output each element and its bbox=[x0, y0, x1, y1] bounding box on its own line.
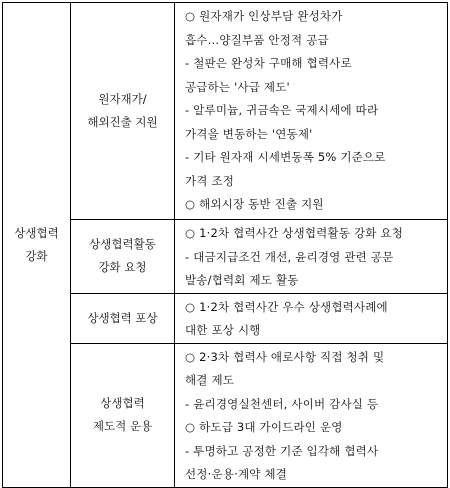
subcategory-cell bbox=[71, 220, 175, 294]
category-label: 강화 bbox=[25, 248, 48, 263]
subcategory-label: 상생협력 bbox=[100, 396, 145, 410]
detail-line: 흡수…양질부품 안정적 공급 bbox=[185, 32, 329, 47]
detail-line: - 알루미늄, 귀금속은 국제시세에 따라 bbox=[185, 103, 379, 117]
subcategory-cell bbox=[71, 3, 175, 220]
detail-line: 가격을 변동하는 '연동제' bbox=[185, 126, 313, 141]
detail-line: ○ 2·3차 협력사 애로사항 직접 청취 및 bbox=[185, 349, 385, 364]
subcategory-label: 제도적 운용 bbox=[92, 419, 153, 433]
subcategory-label: 강화 요청 bbox=[98, 260, 147, 275]
detail-line: 선정·운용·계약 체결 bbox=[185, 467, 288, 481]
detail-line: - 투명하고 공정한 기준 입각해 협력사 bbox=[185, 443, 379, 458]
detail-line: ○ 1·2차 협력사간 우수 상생협력사례에 bbox=[185, 299, 388, 314]
detail-line: 발송/협력회 제도 활동 bbox=[185, 273, 299, 287]
detail-line: - 대금지급조건 개선, 윤리경영 관련 공문 bbox=[185, 249, 394, 264]
subcategory-cell bbox=[71, 293, 175, 343]
policy-table bbox=[2, 2, 448, 488]
detail-line: - 윤리경영실천센터, 사이버 감사실 등 bbox=[185, 396, 379, 411]
detail-cell bbox=[175, 343, 448, 487]
detail-line: 해결 제도 bbox=[185, 373, 235, 387]
detail-line: - 철판은 완성차 구매해 협력사로 bbox=[185, 56, 352, 70]
subcategory-label: 상생협력활동 bbox=[89, 237, 156, 252]
detail-line: ○ 하도급 3대 가이드라인 운영 bbox=[185, 420, 343, 434]
category-label: 상생협력 bbox=[14, 225, 59, 240]
detail-line: ○ 1·2차 협력사간 상생협력활동 강화 요청 bbox=[185, 226, 404, 240]
subcategory-cell bbox=[71, 343, 175, 487]
detail-line: - 기타 원자재 시세변동폭 5% 기준으로 bbox=[185, 150, 386, 164]
category-cell bbox=[3, 3, 71, 488]
detail-line: ○ 해외시장 동반 진출 지원 bbox=[185, 197, 324, 211]
table-row bbox=[3, 3, 448, 220]
subcategory-label: 원자재가/ bbox=[98, 92, 147, 106]
detail-line: 공급하는 '사급 제도' bbox=[185, 79, 290, 94]
subcategory-label: 상생협력 포상 bbox=[87, 310, 158, 325]
detail-cell bbox=[175, 220, 448, 294]
detail-line: 대한 포상 시행 bbox=[185, 323, 261, 337]
detail-cell bbox=[175, 293, 448, 343]
detail-cell bbox=[175, 3, 448, 220]
detail-line: ○ 원자재가 인상부담 완성차가 bbox=[185, 9, 343, 23]
detail-line: 가격 조정 bbox=[185, 173, 235, 188]
subcategory-label: 해외진출 지원 bbox=[87, 115, 158, 129]
